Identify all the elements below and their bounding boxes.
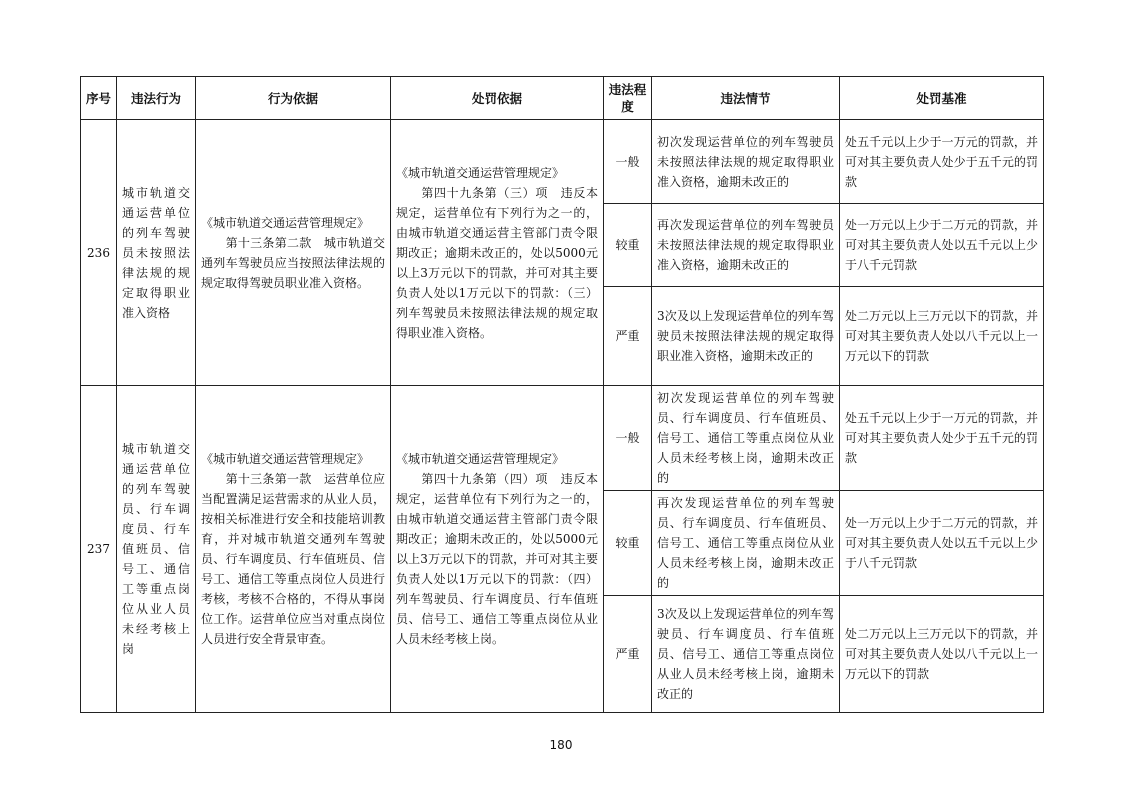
violation-circumstance: 初次发现运营单位的列车驾驶员未按照法律法规的规定取得职业准入资格，逾期未改正的: [652, 120, 840, 204]
behavior-basis: 《城市轨道交通运营管理规定》 第十三条第二款 城市轨道交通列车驾驶员应当按照法律法规的规定取得驾驶员职业准入资格。: [196, 120, 391, 386]
violation-degree: 较重: [604, 491, 652, 596]
penalty-standard: 处五千元以上少于一万元的罚款，并可对其主要负责人处少于五千元的罚款: [840, 120, 1044, 204]
violation-circumstance: 再次发现运营单位的列车驾驶员未按照法律法规的规定取得职业准入资格，逾期未改正的: [652, 204, 840, 287]
penalty-standard: 处五千元以上少于一万元的罚款，并可对其主要负责人处少于五千元的罚款: [840, 386, 1044, 491]
penalty-basis: 《城市轨道交通运营管理规定》 第四十九条第（三）项 违反本规定，运营单位有下列行为之一的，由城市轨道交通运营主管部门责令限期改正；逾期未改正的，处以5000元以上3万元以下的罚款，并可对其主要负责人处以1万元以下的罚款：（三）列车驾驶员未按照法律法规的规定取得职业准入资格。: [391, 120, 604, 386]
row-number: 237: [81, 386, 117, 713]
violation-circumstance: 3次及以上发现运营单位的列车驾驶员、行车调度员、行车值班员、信号工、通信工等重点岗位从业人员未经考核上岗，逾期未改正的: [652, 596, 840, 713]
table-row: [81, 120, 1044, 204]
penalty-standard: 处一万元以上少于二万元的罚款，并可对其主要负责人处以五千元以上少于八千元罚款: [840, 204, 1044, 287]
header-standard: 处罚基准: [840, 77, 1044, 120]
violation-act: 城市轨道交通运营单位的列车驾驶员未按照法律法规的规定取得职业准入资格: [117, 120, 196, 386]
violation-degree: 严重: [604, 596, 652, 713]
header-no: 序号: [81, 77, 117, 120]
penalty-standard: 处二万元以上三万元以下的罚款，并可对其主要负责人处以八千元以上一万元以下的罚款: [840, 596, 1044, 713]
header-penalty: 处罚依据: [391, 77, 604, 120]
header-act: 违法行为: [117, 77, 196, 120]
violation-circumstance: 3次及以上发现运营单位的列车驾驶员未按照法律法规的规定取得职业准入资格，逾期未改正的: [652, 287, 840, 386]
violation-circumstance: 初次发现运营单位的列车驾驶员、行车调度员、行车值班员、信号工、通信工等重点岗位从业人员未经考核上岗，逾期未改正的: [652, 386, 840, 491]
header-basis: 行为依据: [196, 77, 391, 120]
violation-degree: 一般: [604, 120, 652, 204]
penalty-standard-table: [80, 76, 1044, 713]
row-number: 236: [81, 120, 117, 386]
page-number: 180: [549, 738, 573, 752]
table-row: [81, 386, 1044, 491]
penalty-standard: 处一万元以上少于二万元的罚款，并可对其主要负责人处以五千元以上少于八千元罚款: [840, 491, 1044, 596]
penalty-standard: 处二万元以上三万元以下的罚款，并可对其主要负责人处以八千元以上一万元以下的罚款: [840, 287, 1044, 386]
header-row: [81, 77, 1044, 120]
behavior-basis: 《城市轨道交通运营管理规定》 第十三条第一款 运营单位应当配置满足运营需求的从业人员，按相关标准进行安全和技能培训教育，并对城市轨道交通列车驾驶员、行车调度员、行车值班员、信号工、通信工等重点岗位人员进行考核，考核不合格的，不得从事岗位工作。运营单位应当对重点岗位人员进行安全背景审查。: [196, 386, 391, 713]
violation-act: 城市轨道交通运营单位的列车驾驶员、行车调度员、行车值班员、信号工、通信工等重点岗位从业人员未经考核上岗: [117, 386, 196, 713]
penalty-basis: 《城市轨道交通运营管理规定》 第四十九条第（四）项 违反本规定，运营单位有下列行为之一的，由城市轨道交通运营主管部门责令限期改正；逾期未改正的，处以5000元以上3万元以下的罚款，并可对其主要负责人处以1万元以下的罚款：（四）列车驾驶员、行车调度员、行车值班员、信号工、通信工等重点岗位从业人员未经考核上岗。: [391, 386, 604, 713]
header-circumstance: 违法情节: [652, 77, 840, 120]
violation-circumstance: 再次发现运营单位的列车驾驶员、行车调度员、行车值班员、信号工、通信工等重点岗位从业人员未经考核上岗，逾期未改正的: [652, 491, 840, 596]
violation-degree: 较重: [604, 204, 652, 287]
violation-degree: 严重: [604, 287, 652, 386]
header-degree: 违法程度: [604, 77, 652, 120]
violation-degree: 一般: [604, 386, 652, 491]
